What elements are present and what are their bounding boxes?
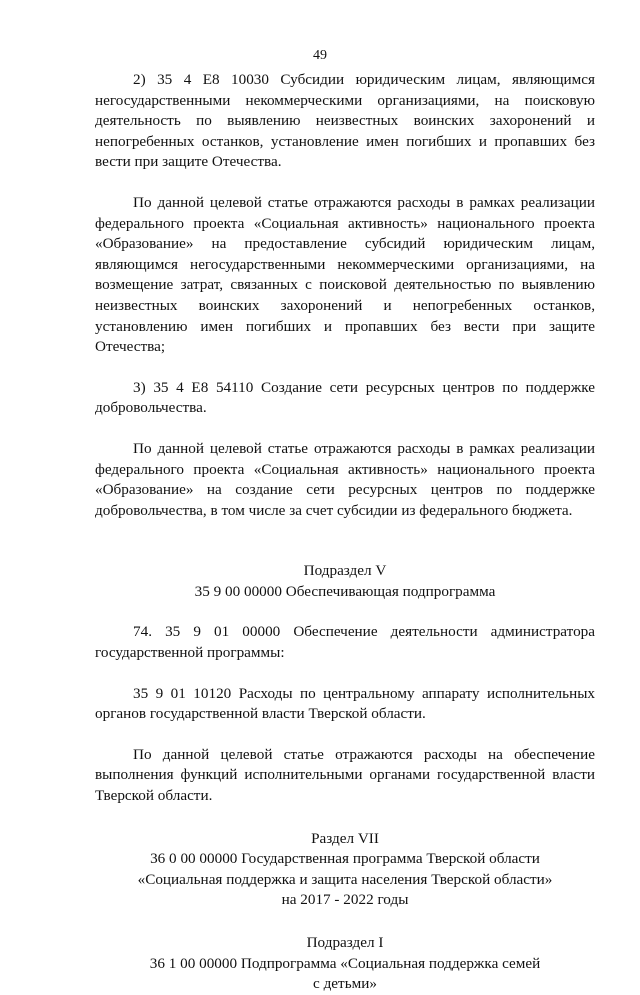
document-body bbox=[95, 70, 595, 995]
subsection-i-title: Подраздел I bbox=[306, 934, 384, 951]
subsection-v-subtitle: 35 9 00 00000 Обеспечивающая подпрограмма bbox=[194, 582, 496, 600]
paragraph-item-74-description: По данной целевой статье отражаются расходы на обеспечение выполнения функций исполнительными органами государственной власти Тверской области. bbox=[95, 745, 595, 805]
paragraph-item-3: 3) 35 4 E8 54110 Создание сети ресурсных центров по поддержке добровольчества. bbox=[95, 378, 595, 417]
section-vii-title: Раздел VII bbox=[311, 829, 379, 847]
subsection-i-line-1: 36 1 00 00000 Подпрограмма «Социальная поддержка семей bbox=[149, 954, 541, 972]
paragraph-item-74: 74. 35 9 01 00000 Обеспечение деятельности администратора государственной программы: bbox=[95, 623, 595, 662]
subsection-i-heading bbox=[95, 933, 595, 995]
section-vii-line-3: на 2017 - 2022 годы bbox=[281, 891, 409, 909]
section-vii-line-2: «Социальная поддержка и защита населения Тверской области» bbox=[137, 870, 553, 888]
paragraph-item-2-description: По данной целевой статье отражаются расходы в рамках реализации федерального проекта «Социальная активность» национального проекта «Образование» на предоставление субсидий юридическим лицам, являющимся негосударственными некоммерческими организациями, на возмещение затрат, связанных с поисковой деятельностью по выявлению неизвестных воинских захоронений и непогребенных останков, установлению имен погибших и пропавших без вести при защите Отечества; bbox=[95, 193, 595, 356]
paragraph-item-2: 2) 35 4 E8 10030 Субсидии юридическим лицам, являющимся негосударственными некоммерческими организациями, на поисковую деятельность по выявлению неизвестных воинских захоронений и непогребенных останков, установление имен погибших и пропавших без вести при защите Отечества. bbox=[95, 71, 595, 171]
subsection-v-title: Подраздел V bbox=[303, 562, 387, 580]
page-number: 49 bbox=[313, 48, 327, 63]
paragraph-item-3-description: По данной целевой статье отражаются расходы в рамках реализации федерального проекта «Социальная активность» национального проекта «Образование» на создание сети ресурсных центров по поддержке добровольчества, в том числе за счет субсидии из федерального бюджета. bbox=[95, 439, 595, 519]
section-vii-heading bbox=[95, 829, 595, 911]
section-vii-line-1: 36 0 00 00000 Государственная программа Тверской области bbox=[150, 850, 540, 868]
subsection-v-heading bbox=[95, 561, 595, 602]
paragraph-item-74-expense: 35 9 01 10120 Расходы по центральному аппарату исполнительных органов государственной власти Тверской области. bbox=[95, 684, 595, 723]
subsection-i-line-2: с детьми» bbox=[313, 975, 377, 993]
